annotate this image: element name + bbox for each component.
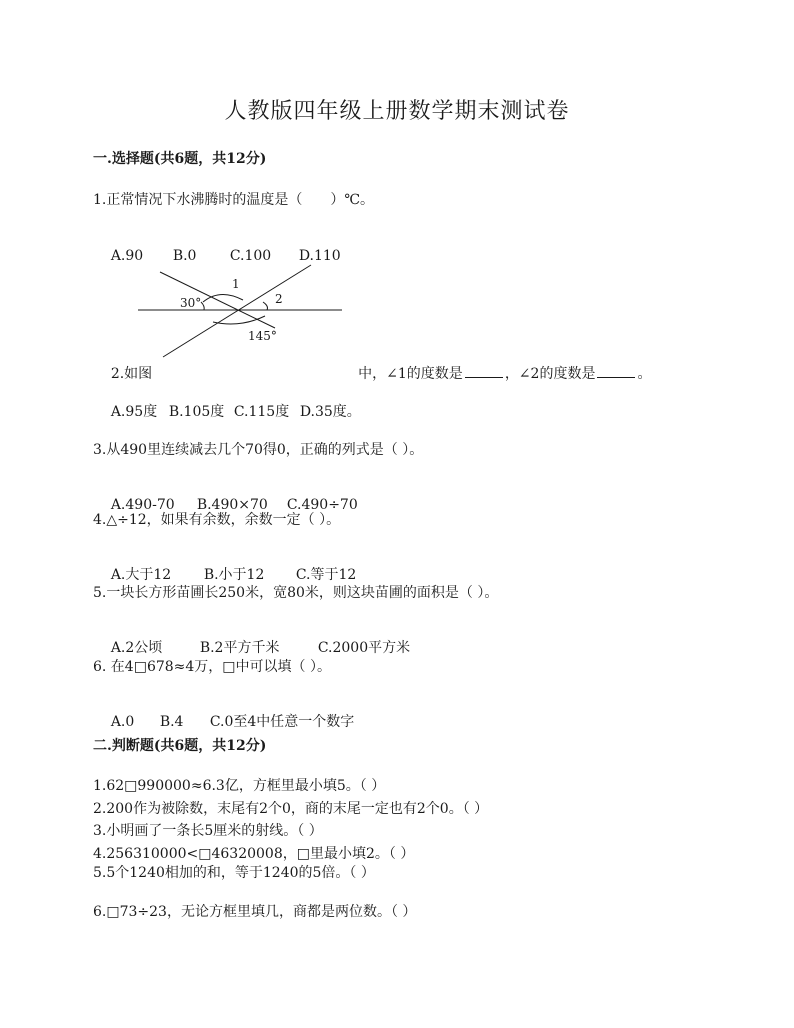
question-2-part1: 中，∠1的度数是 — [358, 366, 463, 382]
judge-item-5: 5.5个1240相加的和，等于1240的5倍。（ ） — [93, 865, 375, 881]
angle-2-arc — [263, 302, 268, 310]
option-c: C.2000平方米 — [317, 640, 411, 656]
option-b: B.490×70 — [196, 497, 268, 513]
page-title: 人教版四年级上册数学期末测试卷 — [224, 99, 570, 124]
judge-item-4: 4.256310000<□46320008，□里最小填2。（ ） — [93, 846, 415, 862]
option-b: B.2平方千米 — [199, 640, 280, 656]
section-heading-judge: 二.判断题(共6题，共12分) — [93, 738, 267, 754]
option-a: A.95度 — [110, 404, 158, 420]
option-c: C.等于12 — [295, 567, 357, 583]
judge-item-3: 3.小明画了一条长5厘米的射线。（ ） — [93, 823, 323, 839]
angle-145-label: 145° — [248, 329, 277, 343]
question-2-part2: ，∠2的度数是 — [504, 366, 596, 382]
question-3: 3.从490里连续减去几个70得0，正确的列式是（ ）。 — [93, 442, 424, 458]
angle-1-label: 1 — [232, 277, 240, 291]
option-c: C.490÷70 — [286, 497, 358, 513]
option-b: B.小于12 — [203, 567, 265, 583]
answer-blank-1[interactable] — [465, 365, 503, 378]
option-a: A.490-70 — [110, 497, 175, 513]
option-d: D.110 — [298, 248, 341, 264]
question-2-prefix: 2.如图 — [110, 366, 153, 382]
angle-2-label: 2 — [275, 292, 283, 306]
section-heading-choice: 一.选择题(共6题，共12分) — [93, 151, 267, 167]
question-5: 5.一块长方形苗圃长250米，宽80米，则这块苗圃的面积是（ ）。 — [93, 585, 499, 601]
option-b: B.0 — [172, 248, 197, 264]
judge-item-6: 6.□73÷23，无论方框里填几，商都是两位数。（ ） — [93, 904, 417, 920]
option-a: A.90 — [110, 248, 144, 264]
question-4: 4.△÷12，如果有余数，余数一定（ ）。 — [93, 512, 341, 528]
question-6: 6. 在4□678≈4万，□中可以填（ ）。 — [93, 659, 331, 675]
question-2-part3: 。 — [637, 366, 652, 382]
option-a: A.0 — [110, 714, 135, 730]
angle-30-label: 30° — [180, 296, 202, 310]
option-c: C.115度 — [233, 404, 290, 420]
option-b: B.105度 — [168, 404, 225, 420]
option-c: C.100 — [229, 248, 272, 264]
angle-145-arc — [213, 316, 265, 324]
judge-item-1: 1.62□990000≈6.3亿，方框里最小填5。（ ） — [93, 778, 386, 794]
option-a: A.2公顷 — [110, 640, 163, 656]
question-1: 1.正常情况下水沸腾时的温度是（ ）℃。 — [93, 192, 375, 208]
question-2-options — [93, 385, 361, 439]
answer-blank-2[interactable] — [597, 365, 635, 378]
option-c: C.0至4中任意一个数字 — [209, 714, 355, 730]
angle-30-arc — [201, 302, 204, 310]
judge-item-2: 2.200作为被除数，末尾有2个0，商的末尾一定也有2个0。（ ） — [93, 801, 489, 817]
option-d: D.35度。 — [299, 404, 361, 420]
option-a: A.大于12 — [110, 567, 172, 583]
option-b: B.4 — [159, 714, 184, 730]
